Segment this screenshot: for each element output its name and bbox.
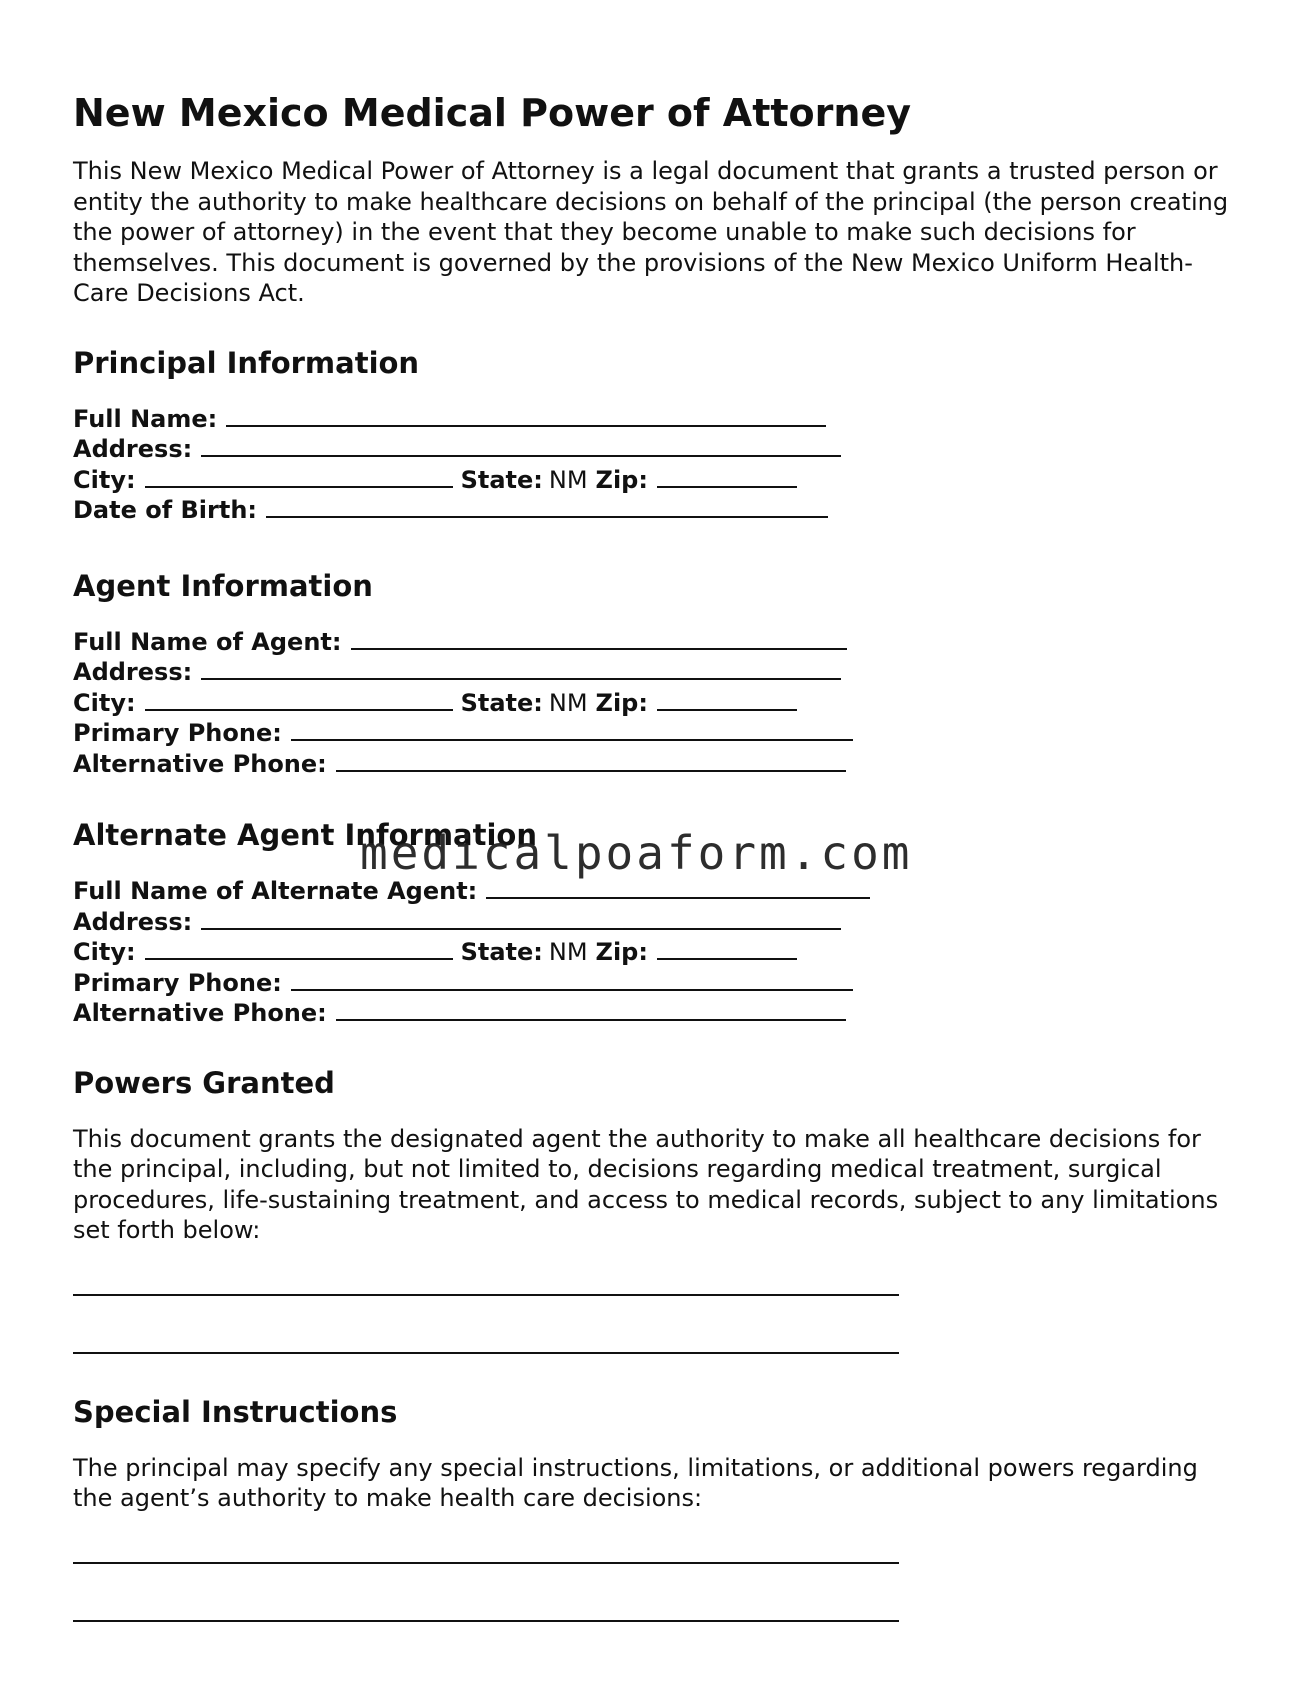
- principal-full-name-row: [73, 404, 1243, 435]
- principal-dob-row: [73, 495, 1243, 526]
- agent-primary-phone-field[interactable]: [291, 719, 853, 741]
- alt-agent-primary-phone-row: [73, 968, 1243, 999]
- alt-agent-city-label: City:: [73, 938, 136, 966]
- agent-alt-phone-field[interactable]: [336, 750, 846, 772]
- principal-city-field[interactable]: [145, 466, 453, 488]
- alt-agent-full-name-field[interactable]: [486, 877, 870, 899]
- agent-alt-phone-row: [73, 749, 1243, 780]
- alt-agent-city-row: [73, 937, 1243, 968]
- agent-primary-phone-label: Primary Phone:: [73, 719, 282, 747]
- alt-agent-city-field[interactable]: [145, 938, 453, 960]
- agent-fields: [73, 627, 1243, 780]
- agent-full-name-row: [73, 627, 1243, 658]
- agent-state-label: State:: [460, 688, 543, 717]
- principal-city-row: [73, 465, 1243, 496]
- principal-address-field[interactable]: [201, 435, 841, 457]
- alt-agent-address-row: [73, 907, 1243, 938]
- principal-heading: Principal Information: [73, 345, 420, 380]
- agent-address-field[interactable]: [201, 658, 841, 680]
- alt-agent-address-field[interactable]: [201, 908, 841, 930]
- powers-heading: Powers Granted: [73, 1065, 335, 1100]
- agent-full-name-label: Full Name of Agent:: [73, 627, 342, 656]
- watermark: medicalpoaform.com: [360, 826, 913, 880]
- principal-dob-field[interactable]: [266, 496, 828, 518]
- principal-zip-field[interactable]: [657, 466, 797, 488]
- principal-zip-label: Zip:: [595, 465, 648, 494]
- principal-full-name-field[interactable]: [226, 405, 826, 427]
- agent-city-row: [73, 688, 1243, 719]
- powers-paragraph: This document grants the designated agent the authority to make all healthcare decisions for the principal, including, but not limited to, decisions regarding medical treatment, surgical procedures, life-sustaining treatment, and access to medical records, subject to any limitations set forth below:: [73, 1124, 1219, 1244]
- alternate-agent-heading: Alternate Agent Information: [73, 818, 537, 852]
- principal-dob-label: Date of Birth:: [73, 496, 258, 524]
- agent-city-field[interactable]: [145, 689, 453, 711]
- document-title: New Mexico Medical Power of Attorney: [73, 91, 911, 135]
- agent-full-name-field[interactable]: [351, 628, 847, 650]
- alt-agent-primary-phone-label: Primary Phone:: [73, 968, 282, 997]
- alt-agent-full-name-label: Full Name of Alternate Agent:: [73, 877, 478, 905]
- principal-address-label: Address:: [73, 435, 193, 463]
- agent-alt-phone-label: Alternative Phone:: [73, 749, 327, 778]
- agent-city-label: City:: [73, 688, 136, 717]
- special-instructions-line-1[interactable]: [73, 1562, 899, 1564]
- alt-agent-alt-phone-label: Alternative Phone:: [73, 999, 327, 1027]
- special-instructions-line-2[interactable]: [73, 1620, 899, 1622]
- agent-primary-phone-row: [73, 718, 1243, 749]
- principal-address-row: [73, 434, 1243, 465]
- agent-heading: Agent Information: [73, 568, 373, 603]
- alt-agent-address-label: Address:: [73, 907, 193, 936]
- alt-agent-state-label: State:: [460, 938, 543, 966]
- special-instructions-paragraph: The principal may specify any special instructions, limitations, or additional powers regarding the agent’s authority to make health care decisions:: [73, 1453, 1198, 1512]
- agent-zip-field[interactable]: [657, 689, 797, 711]
- alternate-agent-fields: [73, 876, 1243, 1029]
- principal-state-label: State:: [460, 465, 543, 494]
- powers-limitation-line-2[interactable]: [73, 1352, 899, 1354]
- powers-limitation-line-1[interactable]: [73, 1294, 899, 1296]
- agent-state-value: NM: [548, 688, 588, 717]
- alt-agent-primary-phone-field[interactable]: [291, 969, 853, 991]
- principal-state-value: NM: [548, 465, 588, 494]
- agent-address-row: [73, 657, 1243, 688]
- principal-full-name-label: Full Name:: [73, 404, 218, 433]
- alt-agent-zip-field[interactable]: [657, 938, 797, 960]
- alt-agent-alt-phone-row: [73, 998, 1243, 1029]
- alt-agent-zip-label: Zip:: [595, 938, 648, 966]
- principal-city-label: City:: [73, 465, 136, 494]
- agent-zip-label: Zip:: [595, 688, 648, 717]
- principal-fields: [73, 404, 1243, 526]
- agent-address-label: Address:: [73, 658, 193, 686]
- alt-agent-alt-phone-field[interactable]: [336, 999, 846, 1021]
- special-instructions-heading: Special Instructions: [73, 1394, 398, 1429]
- alt-agent-state-value: NM: [548, 938, 588, 966]
- intro-paragraph: This New Mexico Medical Power of Attorney is a legal document that grants a trusted person or entity the authority to make healthcare decisions on behalf of the principal (the person creating the power of attorney) in the event that they become unable to make such decisions for themselves. This document is governed by the provisions of the New Mexico Uniform Health-Care Decisions Act.: [73, 157, 1229, 307]
- alt-agent-full-name-row: [73, 876, 1243, 907]
